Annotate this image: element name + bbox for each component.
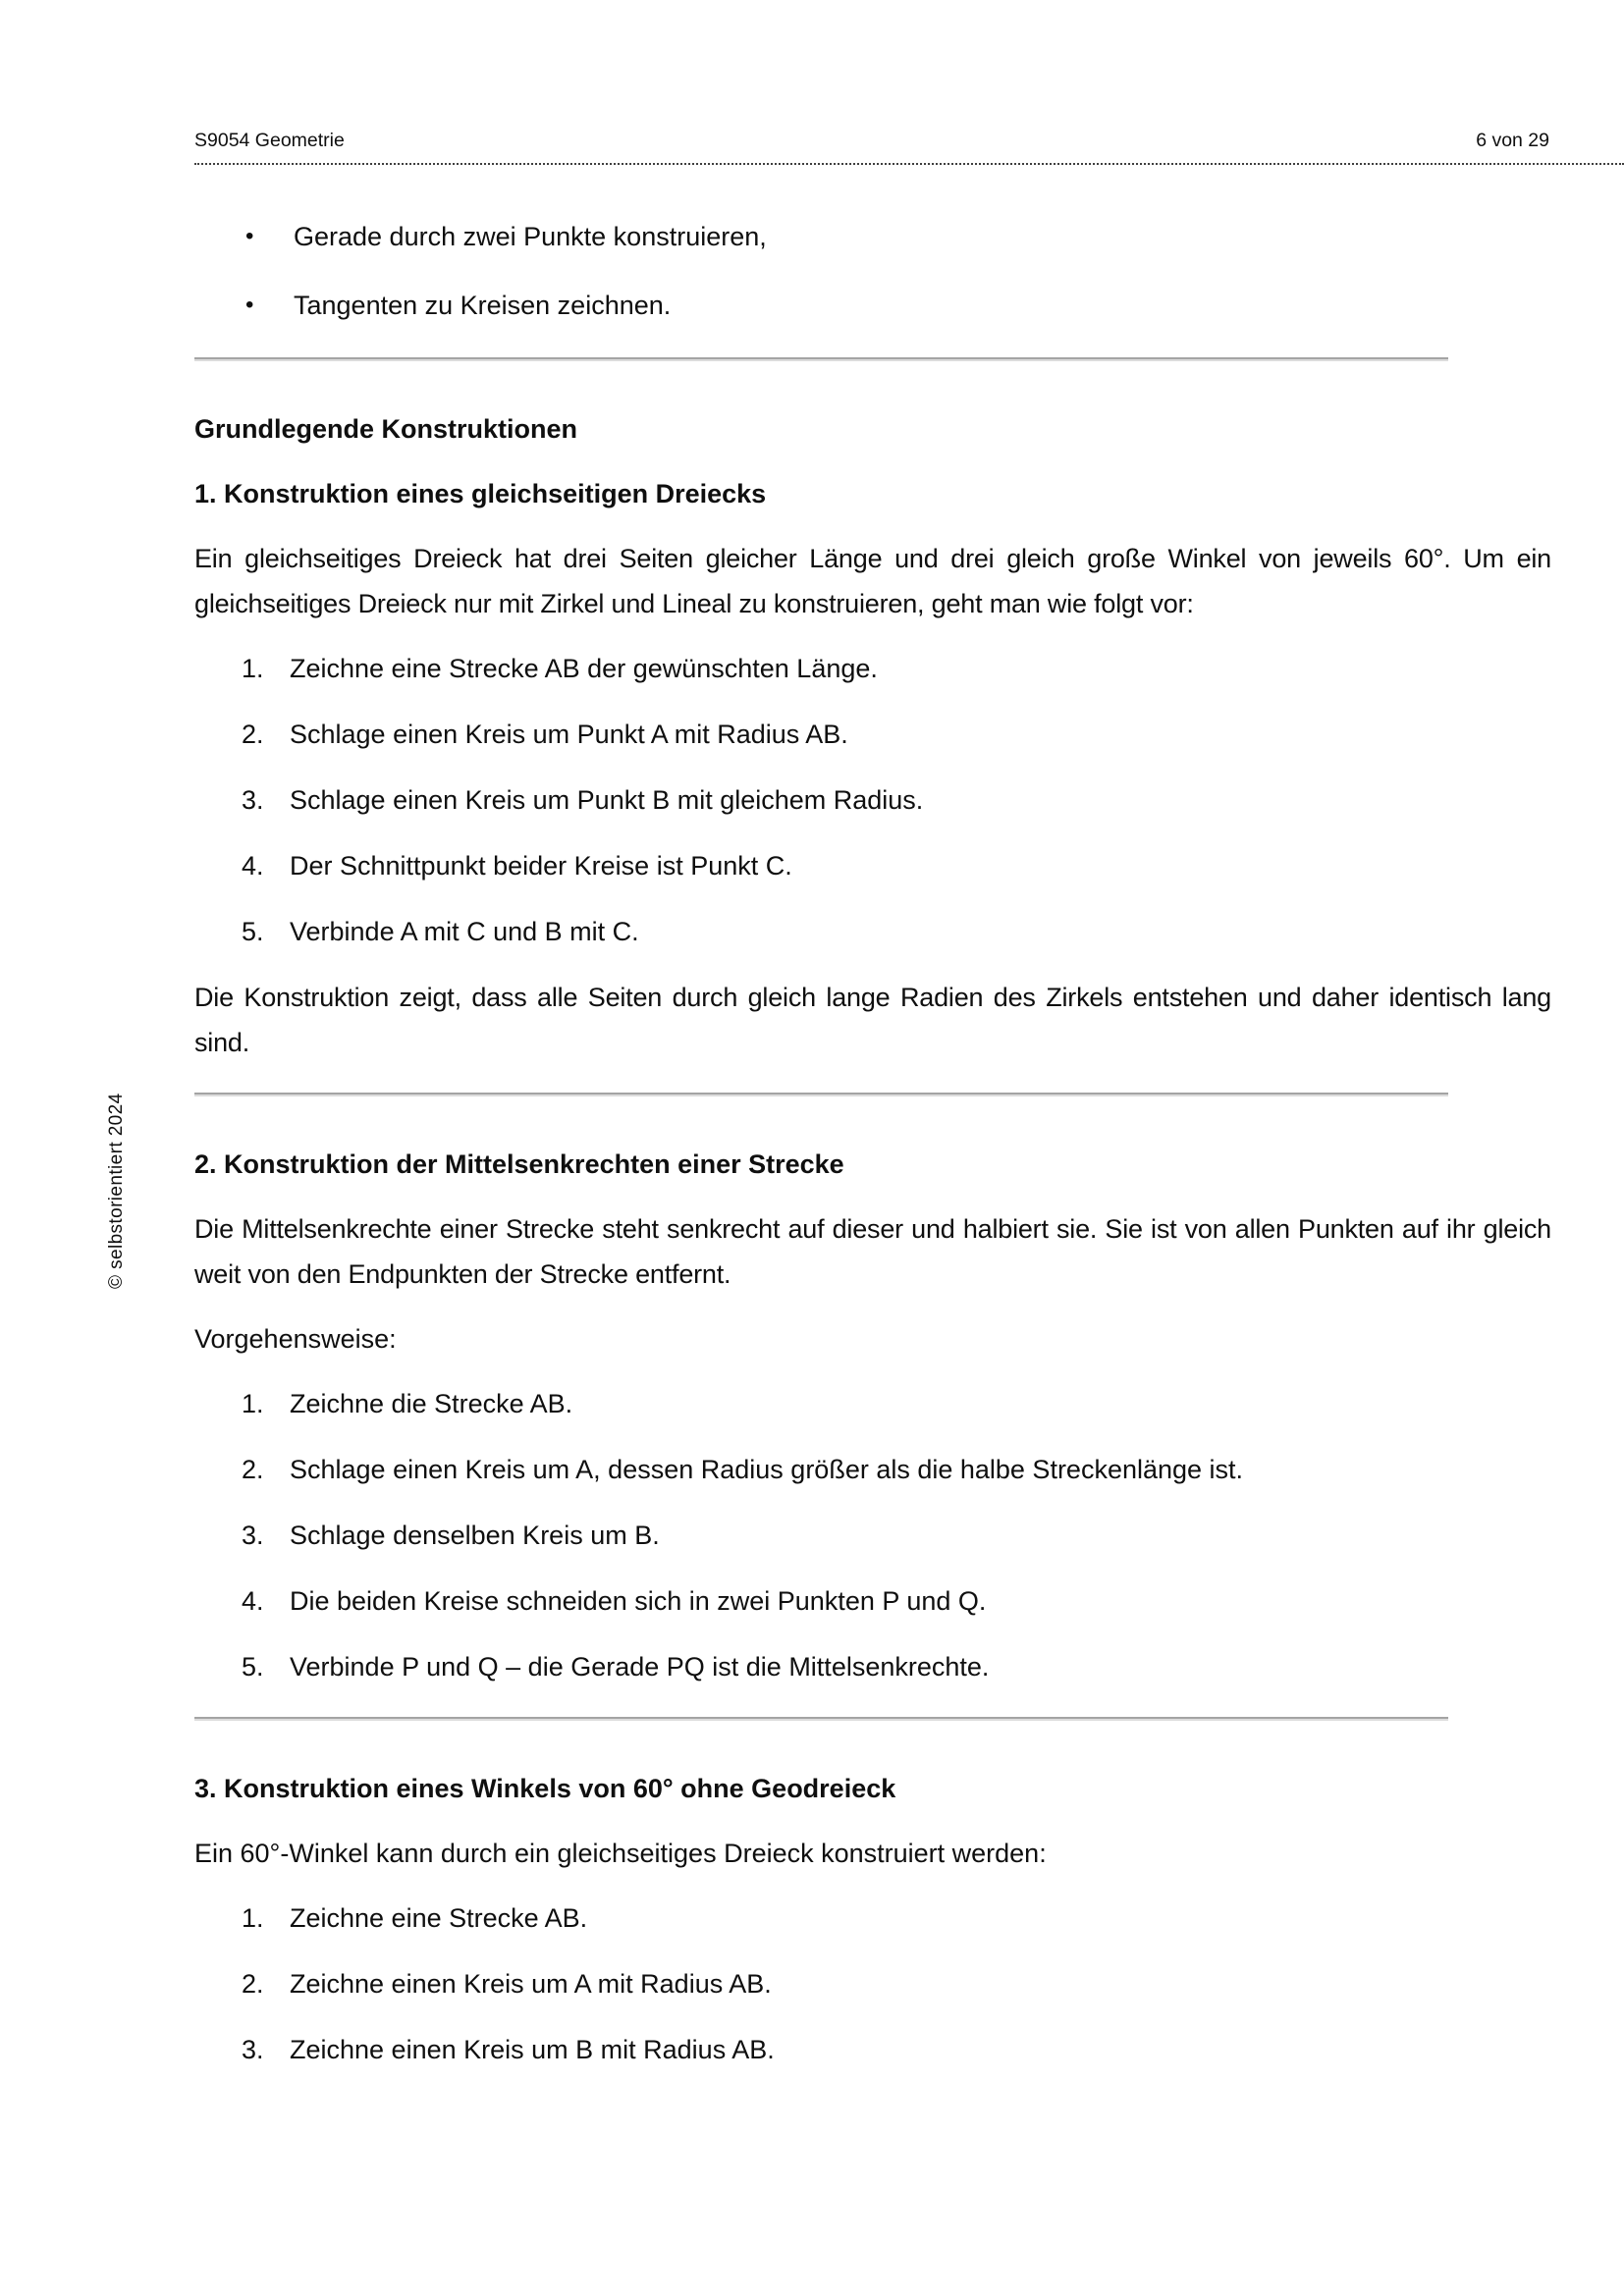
step-text: Zeichne die Strecke AB.	[290, 1389, 573, 1418]
section-divider	[194, 1717, 1448, 1721]
section-intro-3: Ein 60°-Winkel kann durch ein gleichseitiges Dreieck konstruiert werden:	[194, 1839, 1047, 1868]
intro-bullet-list	[194, 214, 1551, 328]
step-number: 1.	[242, 654, 264, 683]
step-number: 5.	[242, 917, 264, 946]
step-number: 4.	[242, 851, 264, 881]
list-item	[194, 214, 1551, 259]
list-item	[194, 1513, 1551, 1558]
step-text: Schlage einen Kreis um Punkt B mit gleichem Radius.	[290, 785, 924, 815]
step-text: Schlage einen Kreis um Punkt A mit Radius AB.	[290, 720, 848, 749]
list-item	[194, 1961, 1551, 2006]
step-text: Der Schnittpunkt beider Kreise ist Punkt C.	[290, 851, 792, 881]
step-number: 3.	[242, 1521, 264, 1550]
bullet-icon: •	[245, 223, 254, 249]
step-number: 2.	[242, 720, 264, 749]
steps-list-3	[194, 1896, 1551, 2072]
section-outro-1: Die Konstruktion zeigt, dass alle Seiten durch gleich lange Radien des Zirkels entstehen und daher identisch lang sind.	[194, 983, 1551, 1057]
section-divider	[194, 1093, 1448, 1096]
copyright-sidebar: © selbstorientiert 2024	[106, 1093, 127, 1289]
step-number: 2.	[242, 1455, 264, 1484]
step-text: Schlage einen Kreis um A, dessen Radius größer als die halbe Streckenlänge ist.	[290, 1455, 1244, 1484]
section-heading-3: 3. Konstruktion eines Winkels von 60° ohne Geodreieck	[194, 1774, 896, 1803]
step-text: Zeichne einen Kreis um A mit Radius AB.	[290, 1969, 772, 1999]
step-text: Verbinde P und Q – die Gerade PQ ist die Mittelsenkrechte.	[290, 1652, 990, 1682]
list-item	[194, 1896, 1551, 1941]
bullet-text: Gerade durch zwei Punkte konstruieren,	[294, 222, 767, 251]
steps-list-1	[194, 646, 1551, 954]
list-item	[194, 2027, 1551, 2072]
list-item	[194, 1447, 1551, 1492]
list-item	[194, 283, 1551, 328]
document-code: S9054 Geometrie	[194, 130, 345, 151]
list-item	[194, 1578, 1551, 1624]
step-number: 3.	[242, 785, 264, 815]
list-item	[194, 777, 1551, 823]
step-number: 1.	[242, 1903, 264, 1933]
step-number: 4.	[242, 1586, 264, 1616]
list-item	[194, 646, 1551, 691]
list-item	[194, 1381, 1551, 1426]
step-text: Zeichne eine Strecke AB der gewünschten Länge.	[290, 654, 878, 683]
section-intro-2: Die Mittelsenkrechte einer Strecke steht senkrecht auf dieser und halbiert sie. Sie ist von allen Punkten auf ihr gleich weit von den Endpunkten der Strecke entfernt.	[194, 1214, 1551, 1289]
step-text: Die beiden Kreise schneiden sich in zwei Punkten P und Q.	[290, 1586, 987, 1616]
section-heading-1: 1. Konstruktion eines gleichseitigen Dreiecks	[194, 479, 767, 508]
step-text: Schlage denselben Kreis um B.	[290, 1521, 660, 1550]
list-item	[194, 909, 1551, 954]
step-number: 5.	[242, 1652, 264, 1682]
section-heading-2: 2. Konstruktion der Mittelsenkrechten einer Strecke	[194, 1149, 844, 1179]
list-item	[194, 1644, 1551, 1689]
step-number: 3.	[242, 2035, 264, 2064]
section-divider	[194, 357, 1448, 361]
page-header	[194, 128, 1624, 165]
list-item	[194, 712, 1551, 757]
step-text: Zeichne einen Kreis um B mit Radius AB.	[290, 2035, 775, 2064]
step-number: 1.	[242, 1389, 264, 1418]
step-text: Zeichne eine Strecke AB.	[290, 1903, 588, 1933]
page-number: 6 von 29	[1476, 130, 1549, 151]
section-intro-1: Ein gleichseitiges Dreieck hat drei Seiten gleicher Länge und drei gleich große Winkel von jeweils 60°. Um ein gleichseitiges Dreieck nur mit Zirkel und Lineal zu konstruieren, geht man wie folgt vor:	[194, 544, 1551, 618]
section-subline-2: Vorgehensweise:	[194, 1324, 397, 1354]
bullet-text: Tangenten zu Kreisen zeichnen.	[294, 291, 672, 320]
bullet-icon: •	[245, 292, 254, 318]
main-heading: Grundlegende Konstruktionen	[194, 414, 578, 444]
steps-list-2	[194, 1381, 1551, 1689]
list-item	[194, 843, 1551, 888]
step-text: Verbinde A mit C und B mit C.	[290, 917, 639, 946]
step-number: 2.	[242, 1969, 264, 1999]
